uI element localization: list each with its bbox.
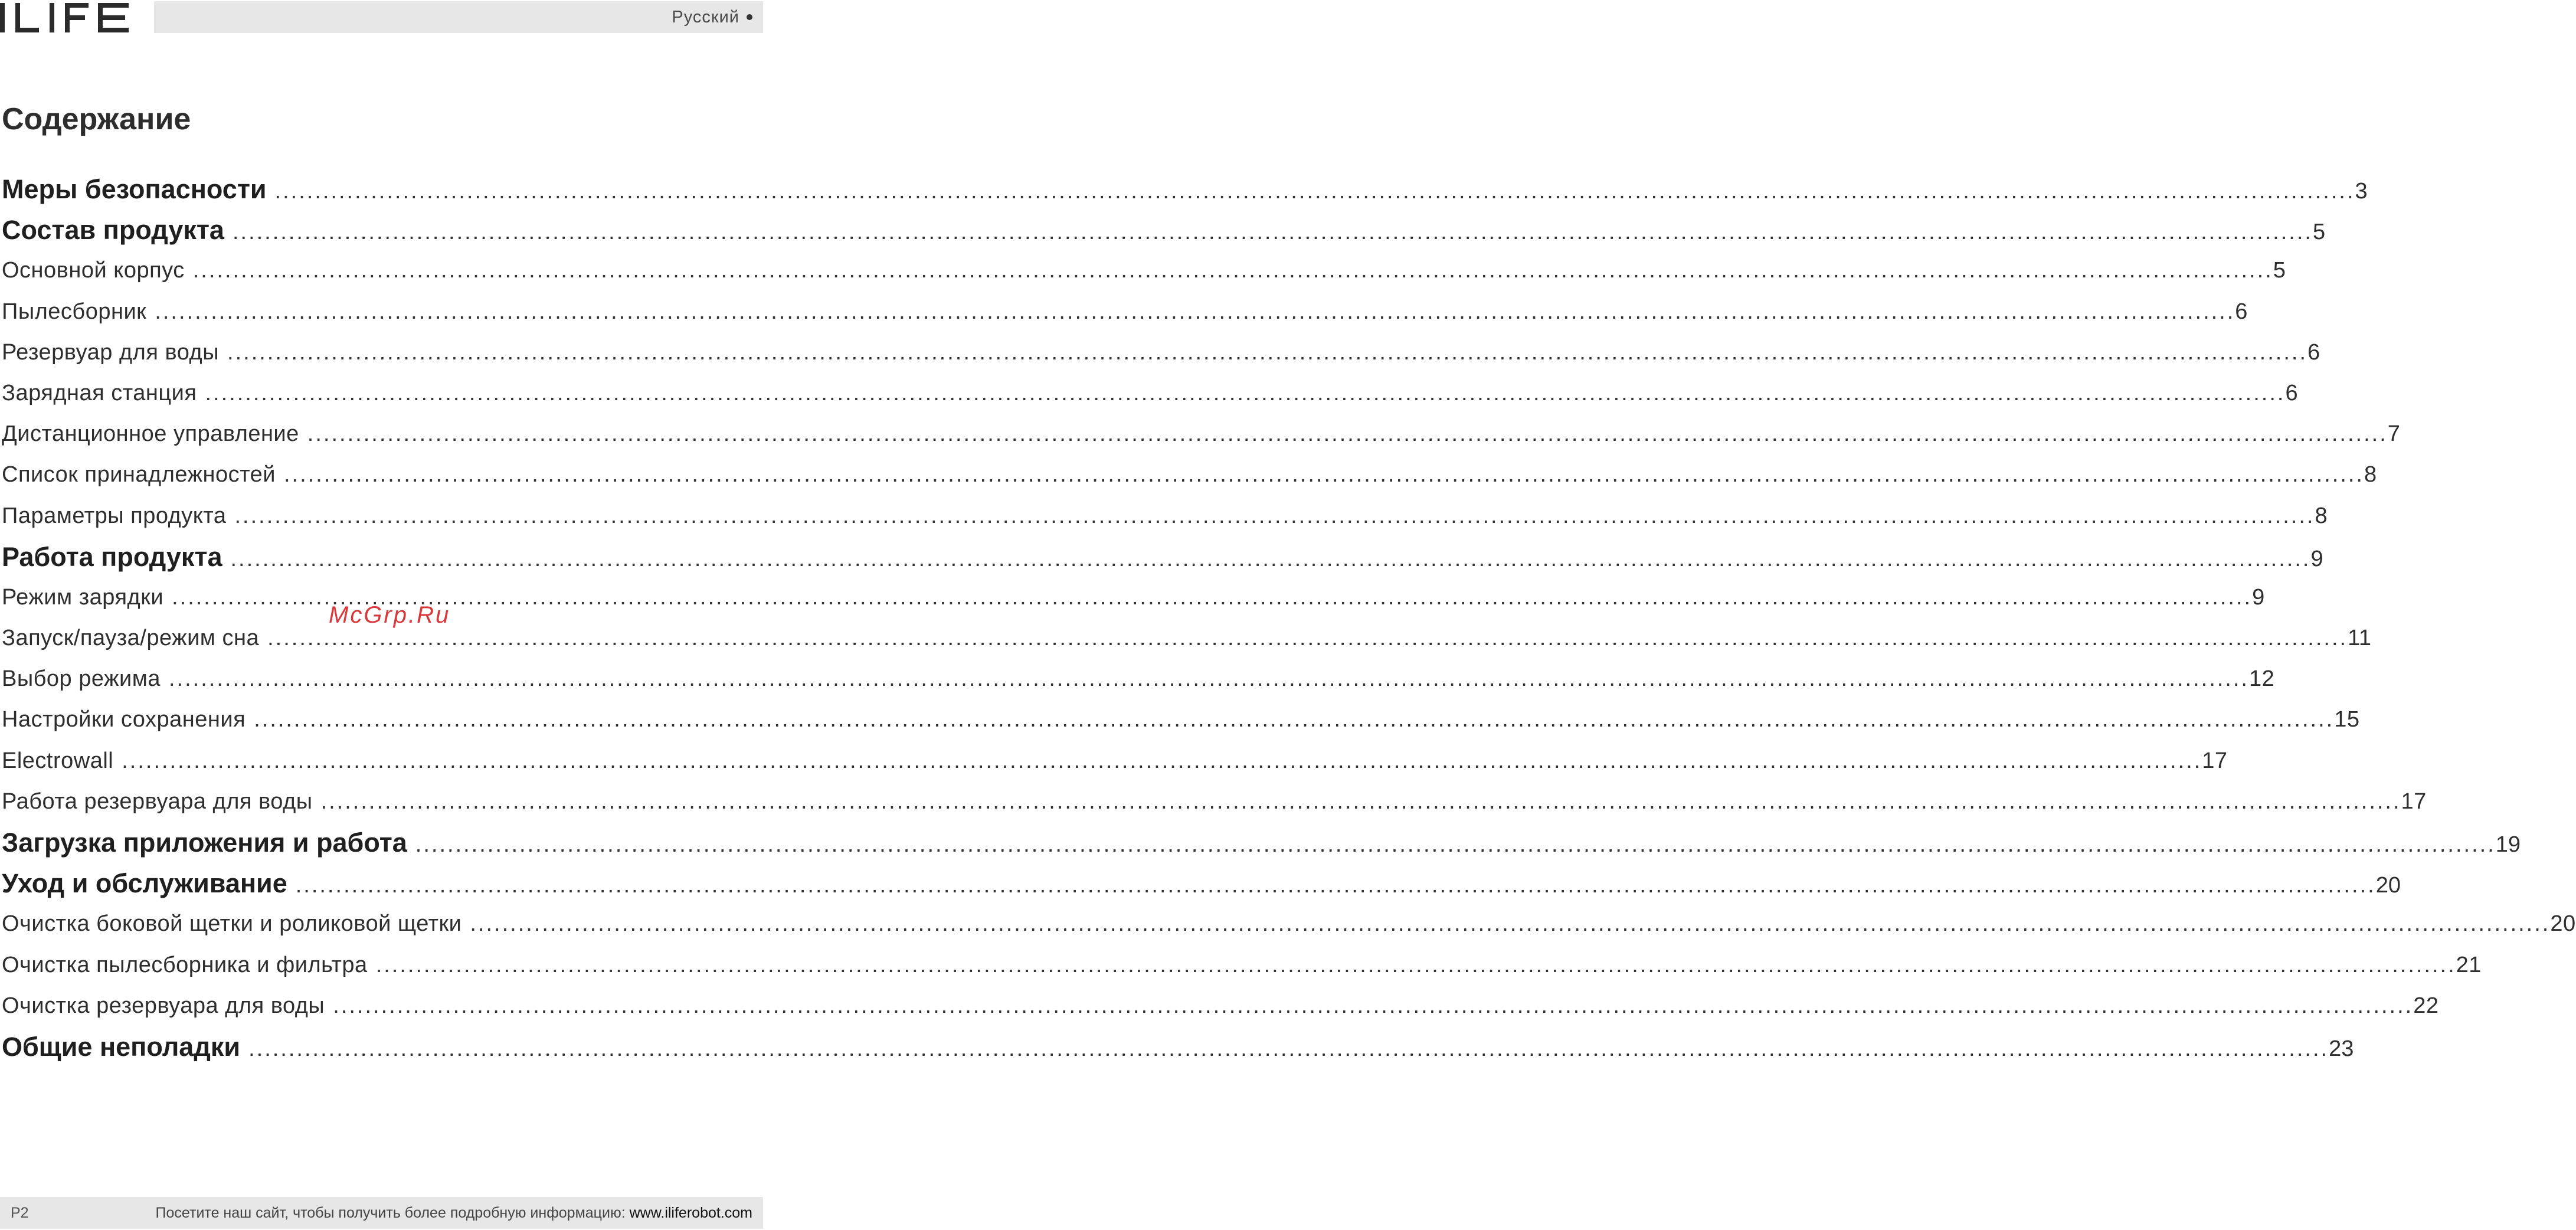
toc-entry-label: Режим зарядки <box>2 584 164 610</box>
toc-entry-label: Меры безопасности <box>2 174 267 204</box>
toc-entry[interactable] <box>2 699 2360 740</box>
toc-dot-leader: .................................................................................................................................................................................................................................................................... <box>375 952 2456 977</box>
toc-dot-leader: .................................................................................................................................................................................................................................................................... <box>169 666 2249 692</box>
header-bar <box>154 1 763 33</box>
toc-entry[interactable] <box>2 169 2368 210</box>
toc-entry[interactable] <box>2 904 2576 944</box>
toc-dot-leader: .................................................................................................................................................................................................................................................................... <box>267 626 2348 651</box>
toc-entry-label: Очистка резервуара для воды <box>2 993 325 1018</box>
toc-entry-label: Работа резервуара для воды <box>2 789 313 814</box>
toc-entry-page: 20 <box>2375 873 2401 898</box>
toc-entry[interactable] <box>2 537 2323 577</box>
toc-entry-label: Основной корпус <box>2 258 185 283</box>
toc-entry-label: Запуск/пауза/режим сна <box>2 626 260 651</box>
toc-entry[interactable] <box>2 414 2401 454</box>
toc-entry[interactable] <box>2 986 2439 1026</box>
toc-entry-page: 23 <box>2329 1036 2354 1061</box>
toc-dot-leader: .................................................................................................................................................................................................................................................................... <box>333 993 2414 1018</box>
toc-entry-label: Очистка боковой щетки и роликовой щетки <box>2 911 462 937</box>
toc-entry-label: Выбор режима <box>2 666 161 692</box>
footer-note <box>156 1205 752 1222</box>
toc-entry[interactable] <box>2 454 2377 495</box>
toc-entry-page: 8 <box>2364 462 2377 488</box>
toc-entry-label: Работа продукта <box>2 541 222 572</box>
toc-dot-leader: .................................................................................................................................................................................................................................................................... <box>248 1036 2329 1061</box>
toc-entry-label: Параметры продукта <box>2 503 227 528</box>
watermark: McGrp.Ru <box>329 602 451 628</box>
toc-entry-page: 6 <box>2235 299 2248 324</box>
toc-entry-label: Общие неполадки <box>2 1031 241 1062</box>
toc-entry[interactable] <box>2 659 2275 699</box>
toc-dot-leader: .................................................................................................................................................................................................................................................................... <box>295 873 2376 898</box>
bullet-icon <box>747 14 752 20</box>
toc-dot-leader: .................................................................................................................................................................................................................................................................... <box>234 503 2315 528</box>
footer-text: Посетите наш сайт, чтобы получить более подробную информацию: <box>155 1204 630 1221</box>
toc-entry-page: 22 <box>2413 993 2439 1018</box>
toc-entry[interactable] <box>2 863 2401 904</box>
toc-entry-label: Зарядная станция <box>2 380 197 405</box>
toc-dot-leader: .................................................................................................................................................................................................................................................................... <box>172 584 2253 610</box>
toc-entry[interactable] <box>2 496 2328 537</box>
website-link[interactable]: www.iliferobot.com <box>629 1204 752 1221</box>
toc-entry[interactable] <box>2 292 2248 332</box>
toc-entry-page: 7 <box>2387 421 2401 447</box>
language-label: Русский <box>672 7 739 27</box>
toc-entry-page: 9 <box>2252 584 2265 610</box>
toc-entry[interactable] <box>2 250 2286 291</box>
toc-entry-page: 12 <box>2248 666 2275 692</box>
toc-entry[interactable] <box>2 741 2228 781</box>
toc-entry-page: 5 <box>2273 258 2286 283</box>
toc-entry-page: 15 <box>2334 707 2360 732</box>
toc-entry-page: 11 <box>2348 626 2372 651</box>
toc-entry[interactable] <box>2 210 2326 250</box>
toc-entry[interactable] <box>2 373 2299 414</box>
toc-entry[interactable] <box>2 1026 2354 1067</box>
toc-dot-leader: .................................................................................................................................................................................................................................................................... <box>227 339 2307 365</box>
toc-dot-leader: .................................................................................................................................................................................................................................................................... <box>274 179 2355 204</box>
toc-entry-label: Electrowall <box>2 748 114 773</box>
toc-dot-leader: .................................................................................................................................................................................................................................................................... <box>230 546 2311 571</box>
toc-entry-page: 6 <box>2285 380 2299 405</box>
toc-entry[interactable] <box>2 332 2320 373</box>
toc-entry[interactable] <box>2 781 2427 822</box>
page-number: P2 <box>11 1204 29 1221</box>
toc-dot-leader: .................................................................................................................................................................................................................................................................... <box>122 748 2202 773</box>
page-title: Содержание <box>2 102 191 136</box>
toc-dot-leader: .................................................................................................................................................................................................................................................................... <box>307 421 2388 447</box>
toc-dot-leader: .................................................................................................................................................................................................................................................................... <box>254 707 2335 732</box>
toc-dot-leader: .................................................................................................................................................................................................................................................................... <box>205 380 2286 405</box>
footer-bar <box>0 1197 763 1229</box>
ilife-logo-graphic <box>0 1 131 34</box>
toc-entry-label: Дистанционное управление <box>2 421 299 447</box>
toc-dot-leader: .................................................................................................................................................................................................................................................................... <box>320 789 2401 814</box>
toc-dot-leader: .................................................................................................................................................................................................................................................................... <box>155 299 2235 324</box>
ilife-logo <box>0 1 131 34</box>
toc-entry-label: Уход и обслуживание <box>2 868 287 899</box>
toc-entry-page: 3 <box>2355 179 2368 204</box>
toc-entry-label: Пылесборник <box>2 299 147 324</box>
toc-dot-leader: .................................................................................................................................................................................................................................................................... <box>415 832 2496 857</box>
toc-entry-label: Резервуар для воды <box>2 339 220 365</box>
toc-entry[interactable] <box>2 945 2482 986</box>
toc-entry-page: 6 <box>2307 339 2320 365</box>
toc-entry-label: Загрузка приложения и работа <box>2 827 407 858</box>
toc-dot-leader: .................................................................................................................................................................................................................................................................... <box>283 462 2364 488</box>
toc-dot-leader: .................................................................................................................................................................................................................................................................... <box>232 220 2313 245</box>
toc-entry[interactable] <box>2 822 2521 863</box>
toc-entry-page: 9 <box>2310 546 2323 571</box>
toc-entry-page: 19 <box>2495 832 2521 857</box>
toc-dot-leader: .................................................................................................................................................................................................................................................................... <box>470 911 2551 937</box>
toc-entry-page: 5 <box>2312 220 2326 245</box>
toc-entry-page: 21 <box>2456 952 2482 977</box>
toc-entry-page: 20 <box>2550 911 2576 937</box>
toc-entry-label: Настройки сохранения <box>2 707 246 732</box>
toc-dot-leader: .................................................................................................................................................................................................................................................................... <box>192 258 2273 283</box>
toc-entry-page: 17 <box>2202 748 2228 773</box>
toc-entry-label: Состав продукта <box>2 215 224 246</box>
toc-entry-label: Очистка пылесборника и фильтра <box>2 952 368 977</box>
toc-entry-page: 8 <box>2315 503 2328 528</box>
toc-entry-label: Список принадлежностей <box>2 462 276 488</box>
toc-entry-page: 17 <box>2401 789 2427 814</box>
